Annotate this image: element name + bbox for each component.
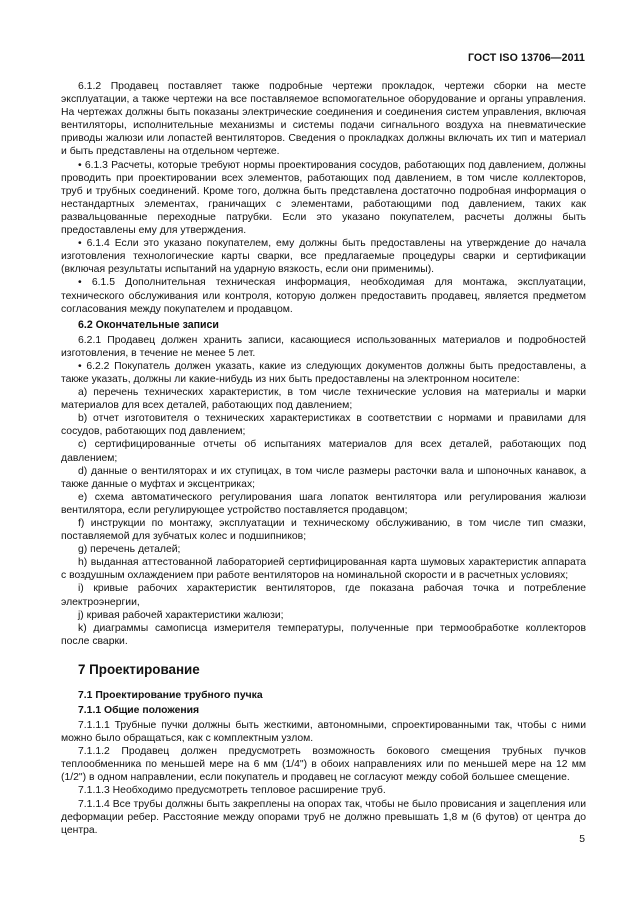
list-item-i: i) кривые рабочих характеристик вентиляторов, где показана рабочая точка и потребление электроэнергии, — [61, 583, 586, 608]
section-heading-7-1: 7.1 Проектирование трубного пучка — [78, 689, 263, 701]
list-item-g: g) перечень деталей; — [78, 544, 181, 556]
chapter-heading-7: 7 Проектирование — [78, 661, 200, 677]
section-heading-6-2: 6.2 Окончательные записи — [78, 318, 219, 331]
document-body — [61, 80, 586, 837]
list-item-k: k) диаграммы самописца измерителя температуры, полученные при термообработке коллекторов после сварки. — [61, 622, 586, 647]
list-item-d: d) данные о вентиляторах и их ступицах, в том числе размеры расточки вала и шпоночных канавок, а также данные о муфтах и эксцентриках; — [61, 465, 586, 490]
paragraph-7-1-1-3: 7.1.1.3 Необходимо предусмотреть тепловое расширение труб. — [78, 785, 386, 797]
paragraph-6-2-2: • 6.2.2 Покупатель должен указать, какие из следующих документов должны быть предоставлены, а также указать, должны ли какие-нибудь из них быть предоставлены на электронном носителе: — [61, 360, 586, 385]
list-item-j: j) кривая рабочей характеристики жалюзи; — [78, 609, 284, 621]
section-heading-7-1-1: 7.1.1 Общие положения — [78, 704, 200, 716]
paragraph-7-1-1-2: 7.1.1.2 Продавец должен предусмотреть возможность бокового смещения трубных пучков теплообменника по меньшей мере на 6 мм (1/4") в обоих направлениях или по меньшей мере на 12 мм (1/2") в одном направлении, если покупатель и продавец не согласуют между собой большее смещение. — [61, 746, 586, 784]
list-item-c: c) сертифицированные отчеты об испытаниях материалов для всех деталей, работающих под давлением; — [61, 439, 586, 464]
list-item-a: a) перечень технических характеристик, в том числе технические условия на материалы и марки материалов для всех деталей, работающих под давлением; — [61, 387, 586, 412]
list-item-f: f) инструкции по монтажу, эксплуатации и техническому обслуживанию, в том числе тип смазки, поставляемой для зубчатых колес и подшипников; — [61, 518, 586, 543]
paragraph-7-1-1-1: 7.1.1.1 Трубные пучки должны быть жесткими, автономными, спроектированными так, чтобы с ними можно было обращаться, как с комплектным узлом. — [61, 719, 586, 745]
paragraph-6-1-3: • 6.1.3 Расчеты, которые требуют нормы проектирования сосудов, работающих под давлением, должны проводить при проектировании всех элементов, работающих под давлением, в том числе коллекторов, труб и трубных соединений. Кроме того, должна быть представлена достаточно подробная информация о нестандартных элементах, граничащих с элементами, работающими под давлением, таких как развальцованные переходные патрубки. Если это указано покупателем, расчеты должны быть предоставлены ему для утверждения. — [61, 159, 586, 237]
paragraph-6-2-1: 6.2.1 Продавец должен хранить записи, касающиеся использованных материалов и подробностей изготовления, в течение не менее 5 лет. — [61, 334, 586, 359]
paragraph-6-1-2: 6.1.2 Продавец поставляет также подробные чертежи прокладок, чертежи сборки на месте эксплуатации, а также чертежи на все поставляемое вспомогательное оборудование и органы управления. На чертежах должны быть показаны электрические соединения и соединения систем управления, включая вентиляторы, исполнительные механизмы и системы подачи сигнального воздуха на пневматические приводы жалюзи или лопастей вентиляторов. Сведения о прокладках должны включать их тип и материал и быть представлены на отдельном чертеже. — [61, 81, 586, 158]
paragraph-6-1-5: • 6.1.5 Дополнительная техническая информация, необходимая для монтажа, эксплуатации, технического обслуживания или контроля, которую должен предоставить продавец, является предметом согласования между покупателем и продавцом. — [61, 277, 586, 315]
list-item-h: h) выданная аттестованной лабораторией сертифицированная карта шумовых характеристик аппарата с воздушным охлаждением при работе вентиляторов на номинальной скорости и в расчетных условиях; — [61, 557, 586, 582]
paragraph-7-1-1-4: 7.1.1.4 Все трубы должны быть закреплены на опорах так, чтобы не было провисания и зацепления или деформации ребер. Расстояние между опорами труб не должно превышать 1,8 м (6 футов) от центра до центра. — [61, 798, 586, 836]
list-item-b: b) отчет изготовителя о технических характеристиках в соответствии с нормами и правилами для сосудов, работающих под давлением; — [61, 413, 586, 438]
paragraph-6-1-4: • 6.1.4 Если это указано покупателем, ему должны быть предоставлены на утверждение до начала изготовления технологические карты сварки, все предлагаемые процедуры сварки и сертификации (включая результаты испытаний на ударную вязкость, если они применимы). — [61, 238, 586, 276]
page-number: 5 — [579, 834, 585, 845]
list-item-e: e) схема автоматического регулирования шага лопаток вентилятора или регулирования жалюзи вентилятора, если регулирующее устройство поставляется продавцом; — [61, 491, 586, 516]
page-header-standard: ГОСТ ISO 13706—2011 — [467, 52, 585, 64]
